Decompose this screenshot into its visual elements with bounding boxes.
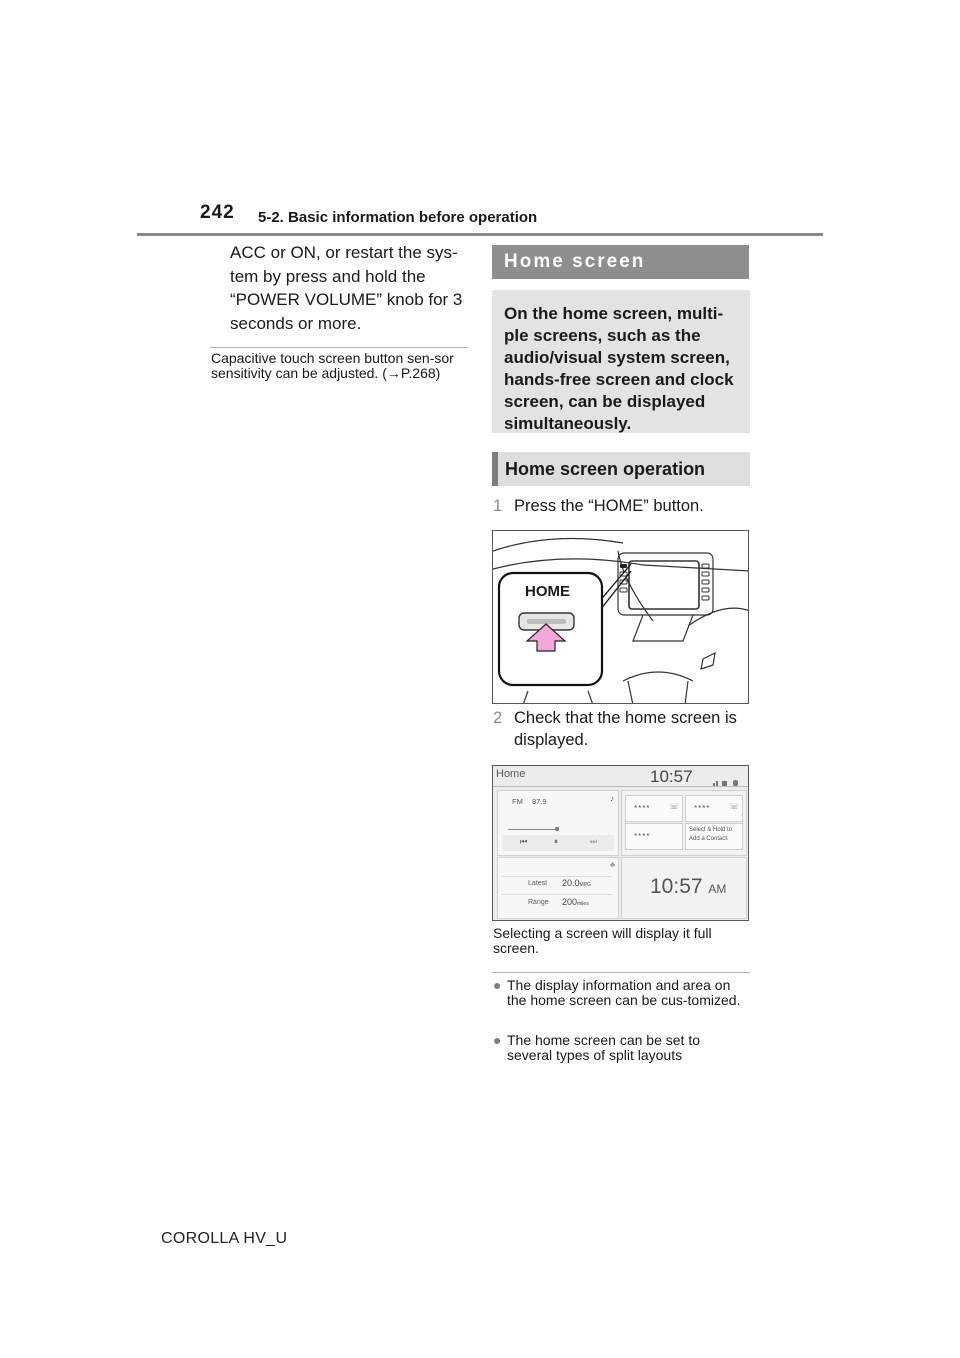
status-bar-divider: [493, 786, 748, 787]
step-number: 1: [493, 497, 503, 515]
status-clock: 10:57: [650, 767, 693, 786]
clock-ampm: AM: [708, 882, 727, 896]
sensitivity-note: Capacitive touch screen button sen-sor sensitivity can be adjusted. (→P.268): [211, 350, 454, 381]
figure-caption: Selecting a screen will display it full screen.: [493, 925, 712, 956]
step-text: Check that the home screen is displayed.: [514, 709, 737, 749]
range-unit: miles: [577, 901, 589, 907]
transport-controls: [502, 835, 614, 851]
latest-label: Latest: [528, 880, 548, 887]
clock-time: [650, 875, 726, 899]
progress-bar: [508, 829, 556, 830]
step-2: [493, 707, 753, 751]
left-body-text: ACC or ON, or restart the sys-tem by press and hold the “POWER VOLUME” knob for 3 seconds or more.: [230, 243, 463, 333]
step-text: Press the “HOME” button.: [514, 497, 704, 515]
home-button-label: HOME: [525, 583, 570, 600]
clock-digits: 10:57: [650, 875, 703, 898]
note-bullet-1: [493, 978, 751, 1008]
next-track-icon[interactable]: ⏭: [590, 837, 598, 846]
section-title: 5-2. Basic information before operation: [258, 209, 538, 226]
dashboard-illustration: [492, 530, 749, 704]
note-bullet-2: [493, 1033, 751, 1063]
row-divider: [502, 894, 612, 895]
radio-band: FM: [512, 797, 523, 806]
fuel-economy-panel[interactable]: [497, 857, 619, 919]
dashboard-drawing: [493, 531, 749, 704]
step-number: 2: [493, 709, 503, 727]
add-contact-slot[interactable]: [685, 823, 743, 850]
header-divider: [137, 233, 823, 236]
radio-frequency: 87.9: [532, 797, 547, 806]
home-screen-operation-heading: Home screen operation: [492, 452, 750, 486]
right-divider: [492, 972, 750, 973]
row-divider: [502, 876, 612, 877]
bullet-text: The display information and area on the home screen can be cus-tomized.: [507, 977, 741, 1008]
left-divider: [210, 347, 468, 348]
home-screen-intro: On the home screen, multi-ple screens, such as the audio/visual system screen, hands-free screen and clock screen, can be displayed simultaneously.: [492, 290, 750, 433]
contact-hint-line-2: Add a Contact.: [689, 836, 729, 842]
bullet-icon: ●: [493, 1032, 502, 1048]
preset-label: ****: [634, 832, 651, 841]
latest-unit: MPG: [579, 882, 591, 888]
latest-value: [562, 878, 591, 888]
range-label: Range: [528, 899, 549, 906]
latest-number: 20.0: [562, 878, 580, 888]
phone-panel: [621, 790, 747, 856]
progress-knob[interactable]: [555, 827, 559, 831]
preset-label: ****: [694, 804, 711, 813]
bullet-text: The home screen can be set to several types of split layouts: [507, 1032, 700, 1063]
phone-icon: ☏: [729, 802, 740, 811]
range-number: 200: [562, 897, 578, 907]
favorite-contact-3[interactable]: [625, 823, 683, 850]
contact-hint-line-1: Select & Hold to: [689, 827, 733, 833]
model-footer: COROLLA HV_U: [161, 1230, 288, 1247]
pause-icon[interactable]: ⏸: [554, 837, 558, 846]
home-screen-heading: Home screen: [492, 245, 749, 279]
bullet-icon: ●: [493, 977, 502, 993]
clock-panel[interactable]: [621, 857, 747, 919]
leaf-icon: ♣: [610, 860, 616, 869]
screen-title: Home: [496, 768, 526, 780]
page-number: 242: [200, 202, 235, 223]
preset-label: ****: [634, 804, 651, 813]
step-1: [493, 495, 753, 517]
music-note-icon: ♪: [610, 794, 614, 803]
previous-track-icon[interactable]: ⏮: [520, 837, 528, 846]
favorite-contact-1[interactable]: [625, 795, 683, 822]
audio-panel[interactable]: [497, 790, 619, 856]
phone-icon: ☏: [669, 802, 680, 811]
home-screen-display: [492, 765, 749, 921]
status-icons: [713, 774, 741, 780]
range-value: [562, 897, 589, 907]
favorite-contact-2[interactable]: [685, 795, 743, 822]
